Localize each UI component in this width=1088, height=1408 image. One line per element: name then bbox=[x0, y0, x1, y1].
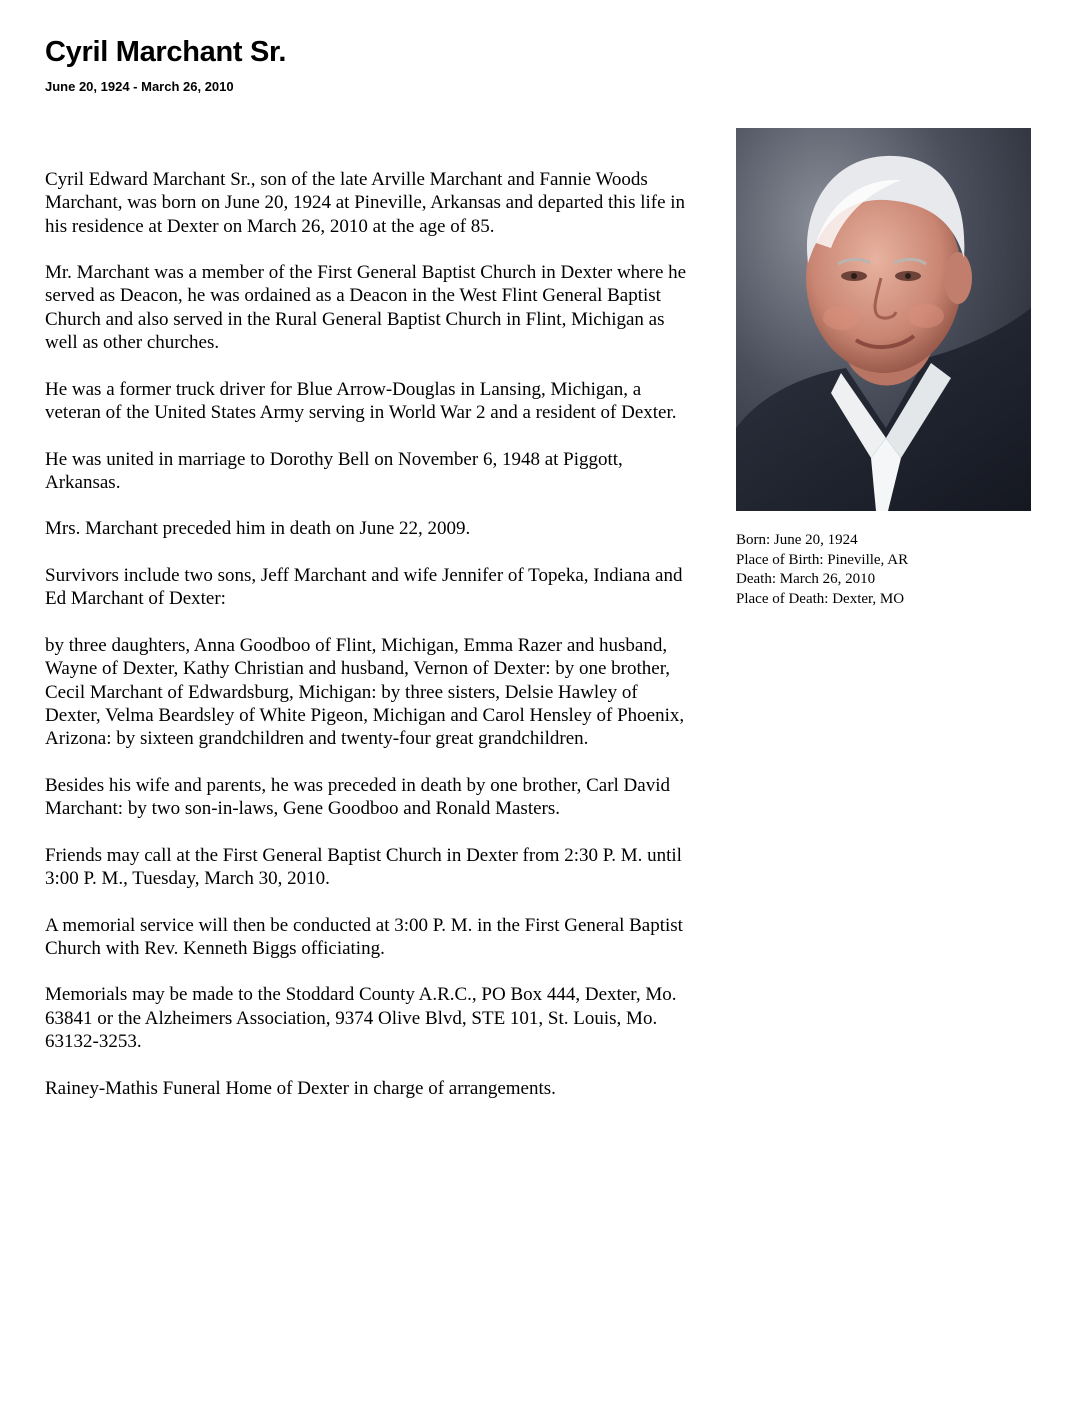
obituary-paragraph: Mr. Marchant was a member of the First General Baptist Church in Dexter where he served as Deacon, he was ordained as a Deacon in the West Flint General Baptist Church and also served in the Rural General Baptist Church in Flint, Michigan as well as other churches. bbox=[45, 262, 687, 354]
obituary-paragraph: by three daughters, Anna Goodboo of Flint, Michigan, Emma Razer and husband, Wayne of Dexter, Kathy Christian and husband, Vernon of Dexter: by one brother, Cecil Marchant of Edwardsburg, Michigan: by three sisters, Delsie Hawley of Dexter, Velma Beardsley of White Pigeon, Michigan and Carol Hensley of Phoenix, Arizona: by sixteen grandchildren and twenty-four great grandchildren. bbox=[45, 634, 685, 750]
obituary-paragraph: Survivors include two sons, Jeff Marchant and wife Jennifer of Topeka, Indiana and Ed Marchant of Dexter: bbox=[45, 565, 683, 610]
place-of-death: Place of Death: Dexter, MO bbox=[736, 590, 905, 607]
obituary-paragraph: Mrs. Marchant preceded him in death on June 22, 2009. bbox=[45, 518, 471, 540]
obituary-paragraph: Besides his wife and parents, he was preceded in death by one brother, Carl David Marchant: by two son-in-laws, Gene Goodboo and Ronald Masters. bbox=[45, 774, 670, 820]
obituary-body bbox=[45, 168, 695, 1123]
obituary-paragraph: Friends may call at the First General Baptist Church in Dexter from 2:30 P. M. until 3:00 P. M., Tuesday, March 30, 2010. bbox=[45, 844, 682, 889]
obituary-paragraph: He was a former truck driver for Blue Arrow-Douglas in Lansing, Michigan, a veteran of the United States Army serving in World War 2 and a resident of Dexter. bbox=[45, 378, 677, 423]
death-date: Death: March 26, 2010 bbox=[736, 571, 876, 587]
obituary-paragraph: Cyril Edward Marchant Sr., son of the late Arville Marchant and Fannie Woods Marchant, was born on June 20, 1924 at Pineville, Arkansas and departed this life in his residence at Dexter on March 26, 2010 at the age of 85. bbox=[45, 169, 686, 237]
vital-facts bbox=[736, 531, 1036, 609]
obituary-paragraph: A memorial service will then be conducted at 3:00 P. M. in the First General Baptist Church with Rev. Kenneth Biggs officiating. bbox=[45, 914, 683, 959]
portrait-photo bbox=[736, 128, 1031, 511]
page-title: Cyril Marchant Sr. bbox=[45, 36, 287, 68]
born-date: Born: June 20, 1924 bbox=[736, 532, 858, 548]
obituary-paragraph: Rainey-Mathis Funeral Home of Dexter in charge of arrangements. bbox=[45, 1077, 556, 1099]
place-of-birth: Place of Birth: Pineville, AR bbox=[736, 551, 909, 568]
obituary-paragraph: Memorials may be made to the Stoddard County A.R.C., PO Box 444, Dexter, Mo. 63841 or the Alzheimers Association, 9374 Olive Blvd, STE 101, St. Louis, Mo. 63132-3253. bbox=[45, 984, 677, 1052]
obituary-paragraph: He was united in marriage to Dorothy Bell on November 6, 1948 at Piggott, Arkansas. bbox=[45, 448, 623, 493]
life-dates: June 20, 1924 - March 26, 2010 bbox=[45, 79, 234, 94]
